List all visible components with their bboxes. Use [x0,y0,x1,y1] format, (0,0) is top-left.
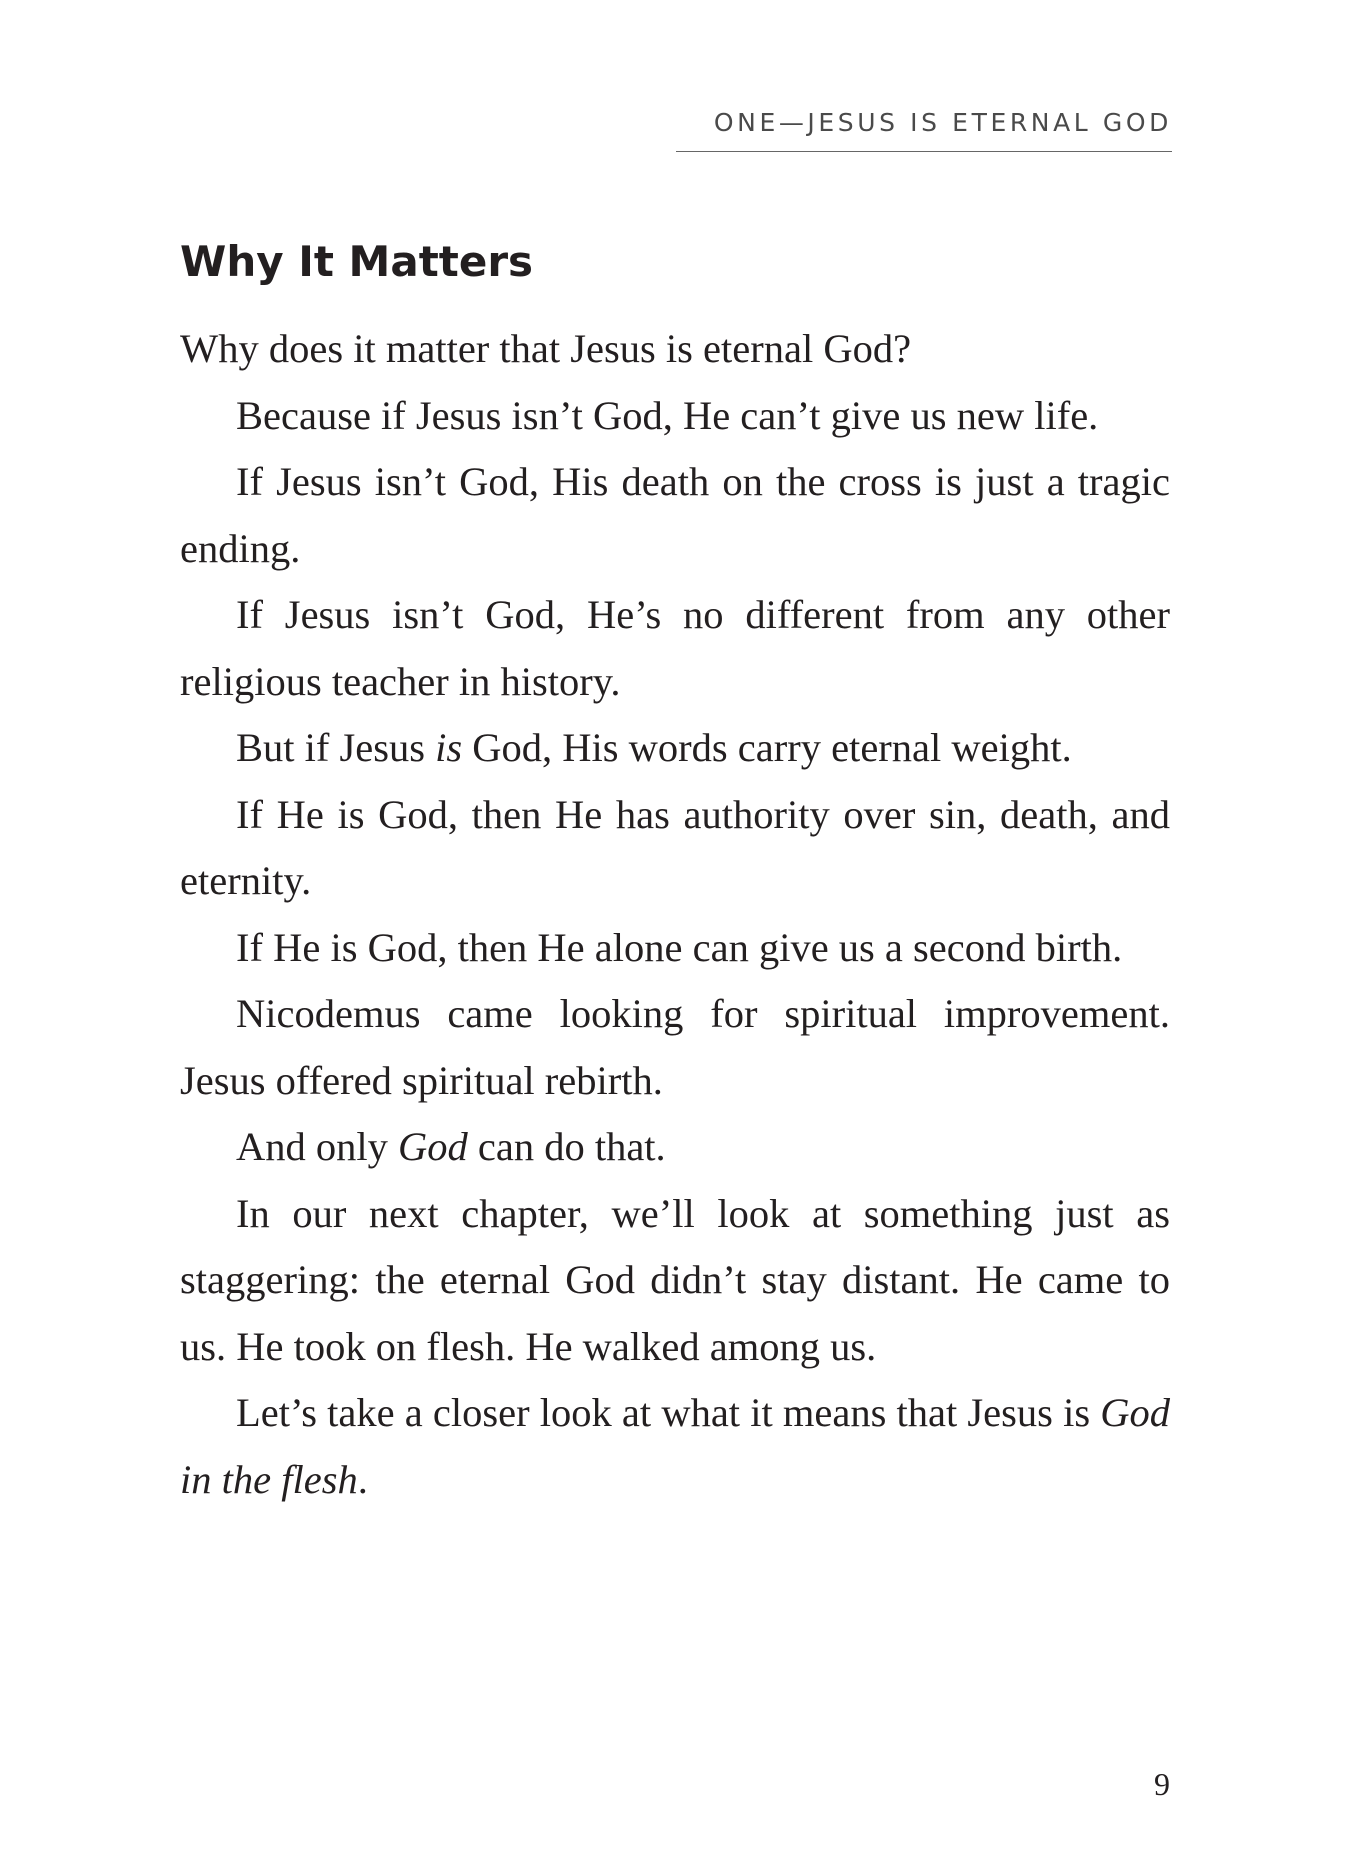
emphasis-text: God [398,1124,468,1169]
paragraph: Because if Jesus isn’t God, He can’t give us new life. [236,392,1099,438]
emphasis-text: God in the flesh [180,1390,1170,1502]
body-text [180,316,1170,1513]
running-head: ONE—JESUS IS ETERNAL GOD [713,108,1172,137]
paragraph: If He is God, then He alone can give us a second birth. [236,924,1123,970]
paragraph: If Jesus isn’t God, He’s no different from any other religious teacher in history. [180,592,1170,704]
running-head-rule [676,151,1172,152]
page-number: 9 [1154,1766,1170,1802]
paragraph-text: can do that. [467,1124,666,1169]
paragraph: Nicodemus came looking for spiritual improvement. Jesus offered spiritual rebirth. [180,991,1170,1103]
paragraph: If He is God, then He has authority over sin, death, and eternity. [180,791,1170,903]
emphasis-text: is [435,725,463,770]
paragraph [180,715,1170,782]
paragraph-text: And only [236,1124,398,1169]
section-heading: Why It Matters [180,237,534,286]
paragraph: If Jesus isn’t God, His death on the cross is just a tragic ending. [180,459,1170,571]
paragraph [180,1380,1170,1513]
paragraph-text: Let’s take a closer look at what it means that Jesus is [236,1390,1101,1435]
paragraph-text: God, His words carry eternal weight. [462,725,1072,770]
paragraph [180,1114,1170,1181]
paragraph-text: . [357,1456,368,1502]
paragraph: In our next chapter, we’ll look at something just as staggering: the eternal God didn’t stay distant. He came to us. He took on flesh. He walked among us. [180,1190,1170,1369]
paragraph-text: But if Jesus [236,725,436,770]
paragraph: Why does it matter that Jesus is eternal God? [180,326,912,371]
